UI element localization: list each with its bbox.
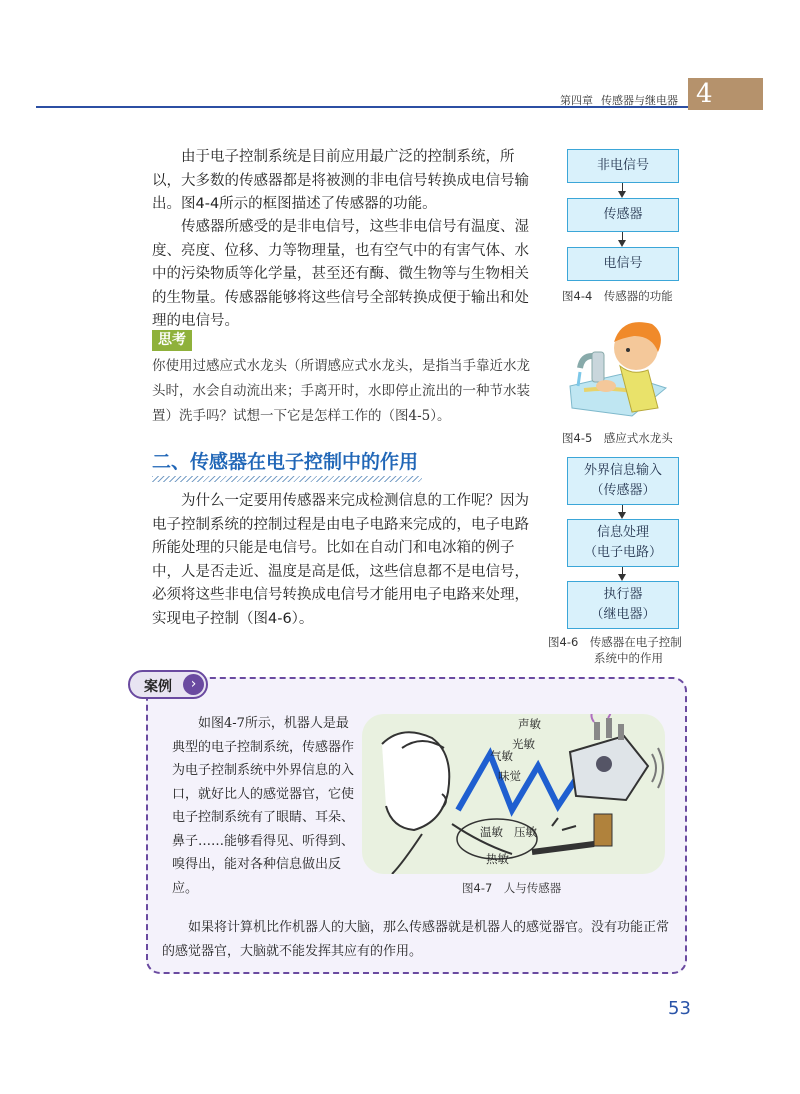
flow-box-information-processing [567,519,679,567]
sense-label-light: 光敏 [512,737,535,751]
intro-paragraph-2: 传感器所感受的是非电信号，这些非电信号有温度、湿度、亮度、位移、力等物理量，也有空气中的有害气体、水中的污染物质等化学量，甚至还有酶、微生物等与生物相关的生物量。传感器能够将这些信号全部转换成便于输出和处理的电信号。 [152,219,529,329]
section-title-rule [152,476,422,482]
flow-box-actuator [567,581,679,629]
sense-label-temperature: 温敏 [480,825,503,839]
running-header [560,92,686,108]
flow-arrow [622,567,623,579]
flow-box-non-electric-signal: 非电信号 [567,149,679,183]
section-title: 二、传感器在电子控制中的作用 [152,451,419,473]
sense-label-pressure: 压敏 [514,825,537,839]
flow-arrow [622,505,623,517]
flow-box-electric-signal: 电信号 [567,247,679,281]
chapter-title: 传感器与继电器 [601,94,678,107]
sense-label-sound: 声敏 [518,717,541,731]
flow-box-line: 执行器 [603,587,643,602]
flow-box-line: （继电器） [590,607,656,622]
case-label: 案例 [144,679,172,695]
robot-sensor-illustration [362,714,665,874]
intro-paragraph-1: 由于电子控制系统是目前应用最广泛的控制系统，所以，大多数的传感器都是将被测的非电信号转换成电信号输出。图4-4所示的框图描述了传感器的功能。 [152,149,529,212]
page-number: 53 [668,998,691,1019]
flow-arrow [622,183,623,196]
sense-label-taste: 味觉 [498,769,521,783]
sense-label-gas: 气敏 [490,749,513,763]
figure-4-6-caption [548,634,682,666]
flow-arrow [622,232,623,245]
figure-4-7-caption: 图4-7 人与传感器 [462,881,562,895]
sensor-faucet-illustration [562,316,674,424]
flow-box-line: 外界信息输入 [583,463,662,478]
flow-box-line: （传感器） [590,483,656,498]
chevron-right-icon: › [183,674,204,695]
chapter-label: 第四章 [560,94,593,107]
chapter-number-tab: 4 [688,78,763,110]
case-footer-text: 如果将计算机比作机器人的大脑，那么传感器就是机器人的感觉器官。没有功能正常的感觉器官，大脑就不能发挥其应有的作用。 [162,920,670,959]
flow-box-sensor: 传感器 [567,198,679,232]
flow-box-line: 信息处理 [596,525,649,540]
flow-box-information-input [567,457,679,505]
flow-box-line: （电子电路） [583,545,662,560]
caption-line: 系统中的作用 [594,651,663,665]
figure-4-5-caption: 图4-5 感应式水龙头 [562,431,673,445]
caption-line: 图4-6 传感器在电子控制 [548,635,682,649]
figure-4-4-caption: 图4-4 传感器的功能 [562,289,673,303]
sense-label-heat: 热敏 [486,852,509,866]
section-paragraph: 为什么一定要用传感器来完成检测信息的工作呢？因为电子控制系统的控制过程是由电子电路来完成的，电子电路所能处理的只能是电信号。比如在自动门和电冰箱的例子中，人是否走近、温度是高是低，这些信息都不是电信号，必须将这些非电信号转换成电信号才能用电子电路来处理，实现电子控制（图4-6）。 [152,493,529,627]
think-label: 思考 [152,330,192,351]
think-text: 你使用过感应式水龙头（所谓感应式水龙头，是指当手靠近水龙头时，水会自动流出来；手离开时，水即停止流出的一种节水装置）洗手吗？试想一下它是怎样工作的（图4-5）。 [152,358,530,424]
case-tab [128,670,208,699]
case-text: 如图4-7所示，机器人是最典型的电子控制系统，传感器作为电子控制系统中外界信息的入口，就好比人的感觉器官，它使电子控制系统有了眼睛、耳朵、鼻子……能够看得见、听得到、嗅得出，能对各种信息做出反应。 [172,716,355,896]
